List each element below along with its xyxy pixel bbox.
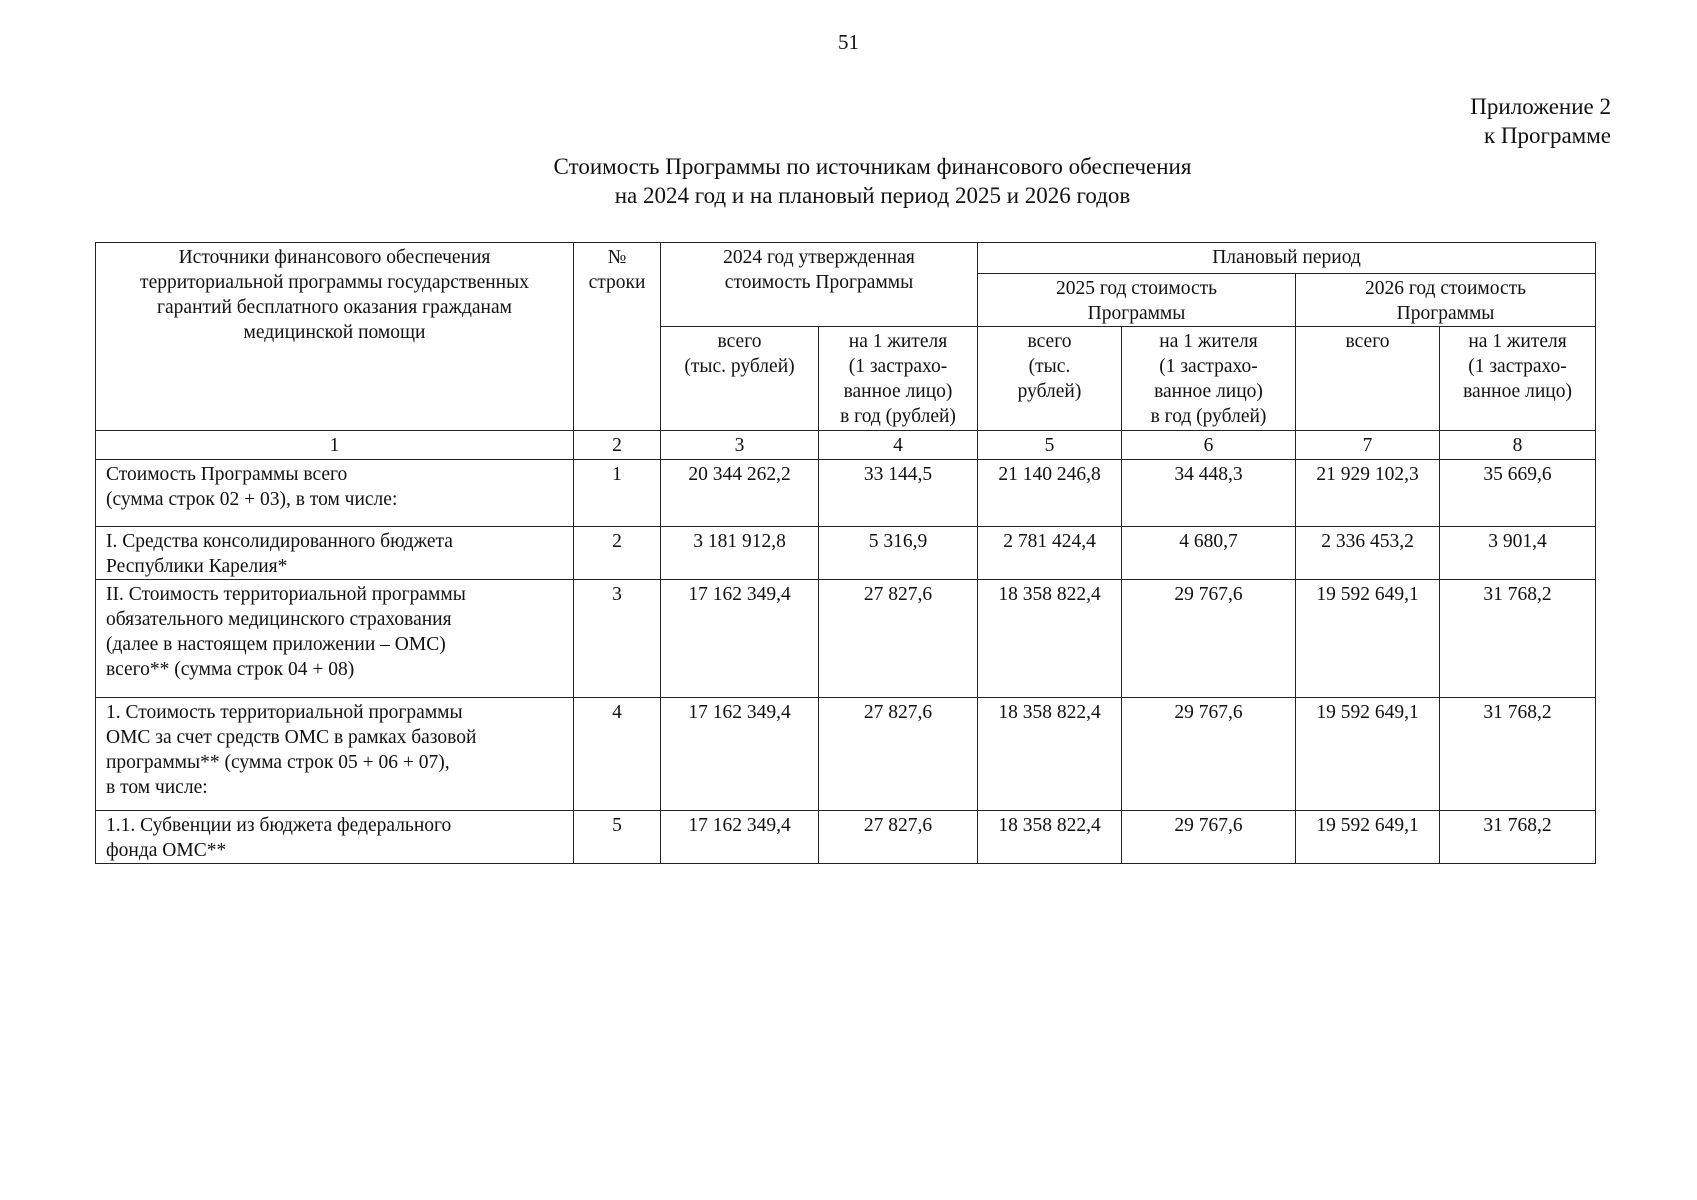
header-planned-period: Плановый период bbox=[978, 243, 1596, 274]
row-source: II. Стоимость территориальной программы обязательного медицинского страхования (далее в настоящем приложении – ОМС) всего** (сумма строк 04 + 08) bbox=[96, 580, 574, 698]
cell-2024-total: 17 162 349,4 bbox=[661, 811, 819, 864]
table-row bbox=[96, 698, 1596, 811]
cell-2024-total: 17 162 349,4 bbox=[661, 698, 819, 811]
row-number: 1 bbox=[574, 460, 661, 527]
cell-2026-per-capita: 3 901,4 bbox=[1440, 527, 1596, 580]
table-row bbox=[96, 460, 1596, 527]
row-number: 3 bbox=[574, 580, 661, 698]
cell-2026-per-capita: 31 768,2 bbox=[1440, 580, 1596, 698]
cell-2025-total: 18 358 822,4 bbox=[978, 580, 1122, 698]
cell-2026-total: 19 592 649,1 bbox=[1296, 811, 1440, 864]
cell-2024-total: 3 181 912,8 bbox=[661, 527, 819, 580]
cell-2026-total: 19 592 649,1 bbox=[1296, 698, 1440, 811]
cell-2026-per-capita: 31 768,2 bbox=[1440, 811, 1596, 864]
cell-2025-per-capita: 29 767,6 bbox=[1122, 698, 1296, 811]
table-row bbox=[96, 580, 1596, 698]
column-number: 4 bbox=[819, 431, 978, 460]
cell-2024-per-capita: 27 827,6 bbox=[819, 698, 978, 811]
column-number: 1 bbox=[96, 431, 574, 460]
row-number: 2 bbox=[574, 527, 661, 580]
header-total-2026: всего bbox=[1296, 327, 1440, 431]
header-approved-2024: 2024 год утвержденная стоимость Программы bbox=[661, 243, 978, 327]
header-total-2025: всего (тыс. рублей) bbox=[978, 327, 1122, 431]
cell-2026-per-capita: 35 669,6 bbox=[1440, 460, 1596, 527]
cell-2025-per-capita: 29 767,6 bbox=[1122, 811, 1296, 864]
cell-2025-total: 18 358 822,4 bbox=[978, 811, 1122, 864]
row-number: 5 bbox=[574, 811, 661, 864]
cell-2024-total: 17 162 349,4 bbox=[661, 580, 819, 698]
header-per-capita-2024: на 1 жителя (1 застрахо- ванное лицо) в год (рублей) bbox=[819, 327, 978, 431]
document-title bbox=[0, 152, 1697, 210]
cell-2025-total: 21 140 246,8 bbox=[978, 460, 1122, 527]
cell-2026-per-capita: 31 768,2 bbox=[1440, 698, 1596, 811]
header-cost-2025: 2025 год стоимость Программы bbox=[978, 274, 1296, 327]
row-source: 1.1. Субвенции из бюджета федерального фонда ОМС** bbox=[96, 811, 574, 864]
cell-2024-per-capita: 33 144,5 bbox=[819, 460, 978, 527]
header-per-capita-2026: на 1 жителя (1 застрахо- ванное лицо) bbox=[1440, 327, 1596, 431]
row-source: Стоимость Программы всего (сумма строк 02 + 03), в том числе: bbox=[96, 460, 574, 527]
cell-2026-total: 21 929 102,3 bbox=[1296, 460, 1440, 527]
column-number: 2 bbox=[574, 431, 661, 460]
column-number-row bbox=[96, 431, 1596, 460]
cell-2024-per-capita: 27 827,6 bbox=[819, 811, 978, 864]
header-cost-2026: 2026 год стоимость Программы bbox=[1296, 274, 1596, 327]
program-cost-table bbox=[95, 242, 1596, 864]
appendix-line-1: Приложение 2 bbox=[1470, 94, 1611, 119]
table-row bbox=[96, 811, 1596, 864]
cell-2025-per-capita: 34 448,3 bbox=[1122, 460, 1296, 527]
cell-2025-per-capita: 4 680,7 bbox=[1122, 527, 1296, 580]
cell-2025-total: 18 358 822,4 bbox=[978, 698, 1122, 811]
header-row-1 bbox=[96, 243, 1596, 274]
column-number: 5 bbox=[978, 431, 1122, 460]
document-title-line-1: Стоимость Программы по источникам финансового обеспечения bbox=[553, 154, 1192, 179]
cell-2024-total: 20 344 262,2 bbox=[661, 460, 819, 527]
cell-2026-total: 19 592 649,1 bbox=[1296, 580, 1440, 698]
header-source: Источники финансового обеспечения территориальной программы государственных гарантий бесплатного оказания гражданам медицинской помощи bbox=[96, 243, 574, 431]
column-number: 7 bbox=[1296, 431, 1440, 460]
cell-2024-per-capita: 5 316,9 bbox=[819, 527, 978, 580]
cell-2024-per-capita: 27 827,6 bbox=[819, 580, 978, 698]
header-row-number: № строки bbox=[574, 243, 661, 431]
cell-2026-total: 2 336 453,2 bbox=[1296, 527, 1440, 580]
table-row bbox=[96, 527, 1596, 580]
header-total-2024: всего (тыс. рублей) bbox=[661, 327, 819, 431]
row-source: I. Средства консолидированного бюджета Республики Карелия* bbox=[96, 527, 574, 580]
appendix-line-2: к Программе bbox=[1484, 123, 1611, 148]
cell-2025-per-capita: 29 767,6 bbox=[1122, 580, 1296, 698]
appendix-reference bbox=[1470, 92, 1611, 150]
column-number: 6 bbox=[1122, 431, 1296, 460]
row-source: 1. Стоимость территориальной программы ОМС за счет средств ОМС в рамках базовой программы** (сумма строк 05 + 06 + 07), в том числе: bbox=[96, 698, 574, 811]
column-number: 8 bbox=[1440, 431, 1596, 460]
column-number: 3 bbox=[661, 431, 819, 460]
header-per-capita-2025: на 1 жителя (1 застрахо- ванное лицо) в год (рублей) bbox=[1122, 327, 1296, 431]
cell-2025-total: 2 781 424,4 bbox=[978, 527, 1122, 580]
row-number: 4 bbox=[574, 698, 661, 811]
page-number: 51 bbox=[838, 30, 859, 54]
document-title-line-2: на 2024 год и на плановый период 2025 и 2026 годов bbox=[614, 183, 1131, 208]
